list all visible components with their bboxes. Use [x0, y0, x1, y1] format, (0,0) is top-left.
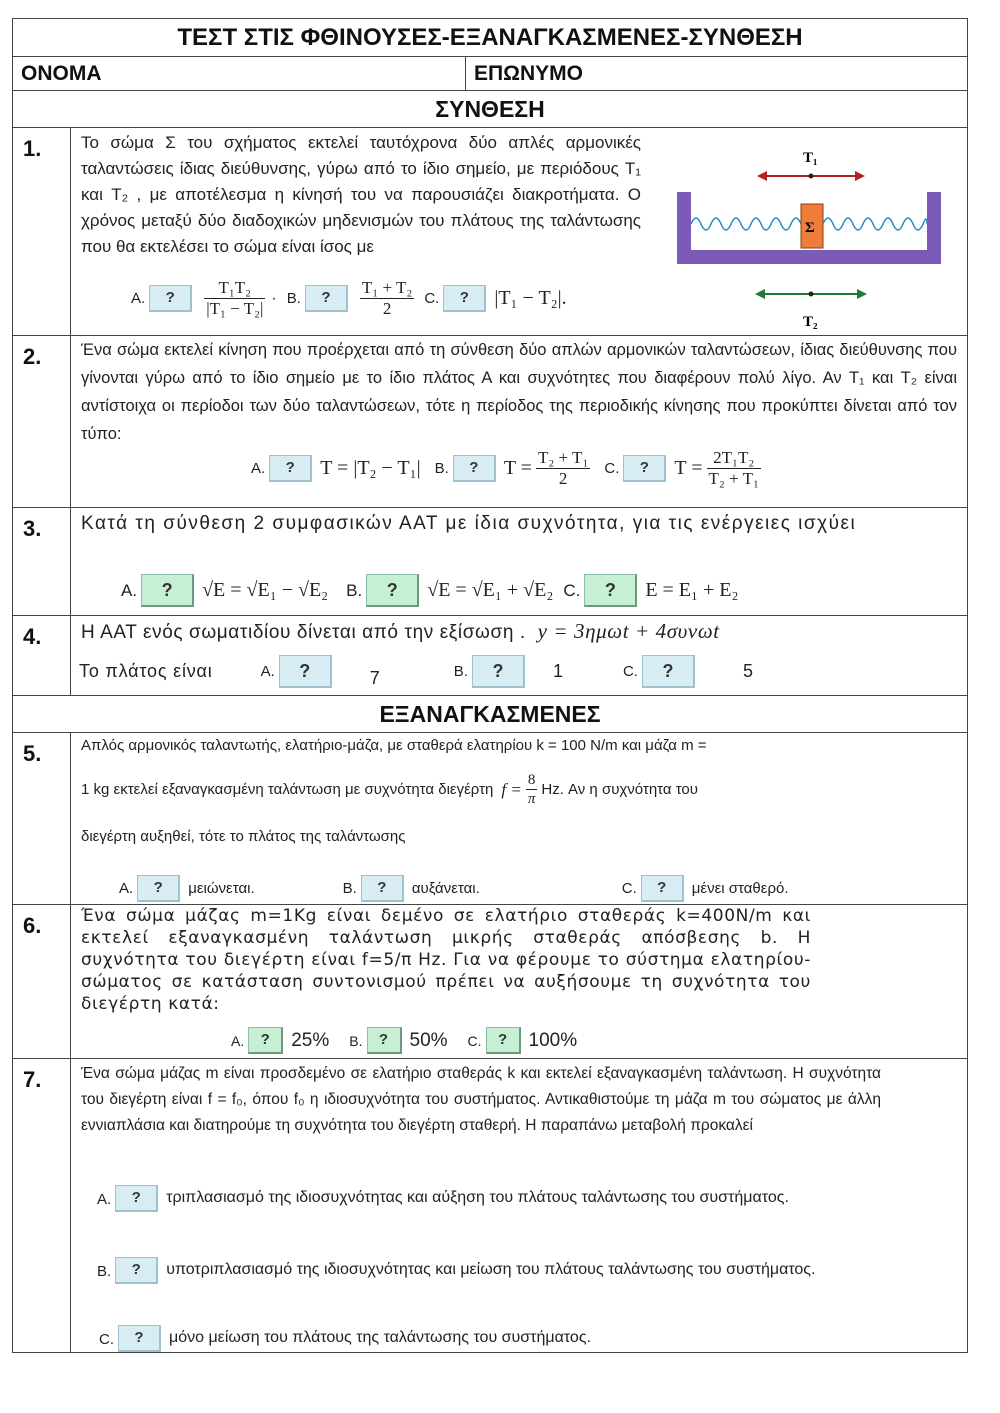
question-4-text-line — [71, 616, 967, 646]
question-5-line-1: Απλός αρμονικός ταλαντωτής, ελατήριο-μάζα, με σταθερά ελατηρίου k = 100 N/m και μάζα m = — [81, 737, 707, 754]
worksheet-title: ΤΕΣΤ ΣΤΙΣ ΦΘΙΝΟΥΣΕΣ-ΕΞΑΝΑΓΚΑΣΜΕΝΕΣ-ΣΥΝΘΕΣΗ — [13, 19, 968, 57]
option-b-label: B. — [97, 1263, 112, 1280]
section-heading-synthesis: ΣΥΝΘΕΣΗ — [13, 91, 968, 128]
option-c-label: C. — [99, 1331, 114, 1348]
option-b-label: B. — [286, 290, 301, 307]
option-a-value: 25% — [291, 1029, 330, 1051]
frequency-lhs: f = — [501, 779, 522, 799]
fraction-denominator: T₂ + T₁ — [708, 469, 759, 488]
option-c-text: μένει σταθερό. — [691, 880, 789, 897]
arrow-right-icon — [855, 171, 865, 181]
option-c-text: μόνο μείωση του πλάτους της ταλάντωσης του συστήματος. — [169, 1329, 591, 1346]
option-b-text: αυξάνεται. — [411, 880, 480, 897]
option-a-label: A. — [131, 290, 146, 307]
question-4 — [71, 616, 968, 696]
question-number-1: 1. — [13, 128, 71, 336]
fraction-denominator: 2 — [558, 469, 568, 488]
question-6-text: Ένα σώμα μάζας m=1Kg είναι δεμένο σε ελατήριο σταθεράς k=400N/m και εκτελεί εξαναγκασμένη ταλάντωση μικρής σταθεράς απόσβεσης b. Η συχνότητα του διεγέρτη είναι f=5/π Hz. Για να φέρουμε το σύστημα ελατηρίου-σώματος σε κατάσταση συντονισμού πρέπει να αυξήσουμε τη συχνότητα του διεγέρτη κατά: — [81, 906, 811, 1014]
question-7-option-c — [99, 1325, 949, 1353]
answer-box-q1-b[interactable]: ? — [305, 285, 348, 312]
answer-box-q7-a[interactable]: ? — [115, 1185, 158, 1212]
option-a-formula: √E = √E₁ − √E₂ — [202, 579, 329, 601]
option-c-label: C. — [563, 580, 581, 600]
fraction-numerator: T₁T₂ — [204, 278, 265, 299]
surname-field[interactable]: ΕΠΩΝΥΜΟ — [466, 57, 968, 91]
answer-box-q3-a[interactable]: ? — [141, 574, 194, 607]
question-1 — [71, 128, 968, 336]
fraction-numerator: 2T₁T₂ — [707, 448, 761, 469]
question-5 — [71, 733, 968, 905]
question-2-options — [251, 448, 765, 489]
question-1-options: A. ? $\frac{\text{T₁T₂}}{\text{|T₁ − T₂|}}$ · B. ? $\frac{\text{T₁ + T₂}}{2}$ C. ? |T₁ − T₂|. — [131, 278, 567, 318]
question-number-7: 7. — [13, 1059, 71, 1353]
option-b-lhs: T = — [503, 457, 532, 479]
question-7-option-a — [97, 1185, 947, 1213]
question-7-text: Ένα σώμα μάζας m είναι προσδεμένο σε ελατήριο σταθεράς k και εκτελεί εξαναγκασμένη ταλάντωση. Η συχνότητα του διεγέρτη είναι f = f₀, όπου f₀ η ιδιοσυχνότητα του συστήματος. Αντικαθιστούμε τη μάζα m του σώματος με άλλη εννιαπλάσια και διατηρούμε τη συχνότητα του διεγέρτη σταθερή. Η παραπάνω μεταβολή προκαλεί — [81, 1065, 881, 1134]
option-c-value: 100% — [528, 1029, 578, 1051]
option-a-label: A. — [260, 663, 275, 680]
fraction-numerator: 8 — [526, 771, 538, 790]
question-5-line-2b: Hz. Αν η συχνότητα του — [541, 780, 698, 798]
answer-box-q4-c[interactable]: ? — [642, 655, 695, 688]
option-b-formula: √E = √E₁ + √E₂ — [427, 579, 554, 601]
worksheet — [12, 18, 967, 1353]
answer-box-q2-a[interactable]: ? — [269, 455, 312, 482]
figure-label-t2: T₂ — [803, 314, 818, 330]
question-2-text: Ένα σώμα εκτελεί κίνηση που προέρχεται από τη σύνθεση δύο απλών αρμονικών ταλαντώσεων, ίδιας διεύθυνσης που γίνονται γύρω από το ίδιο σημείο με το ίδιο πλάτος Α και συχνότητες που διαφέρουν πολύ λίγο. Αν T₁ και T₂ είναι αντίστοιχα οι περίοδοι των δύο ταλαντώσεων, τότε η περίοδος της περιοδικής κίνησης που προκύπτει δίνεται από τον τύπο: — [81, 341, 958, 443]
option-c-value: 5 — [742, 661, 753, 681]
option-b-value: 50% — [409, 1029, 448, 1051]
answer-box-q6-b[interactable]: ? — [367, 1027, 402, 1054]
answer-box-q6-c[interactable]: ? — [486, 1027, 521, 1054]
question-4-text: Η ΑΑΤ ενός σωματιδίου δίνεται από την εξίσωση . — [81, 622, 526, 643]
option-b-label: B. — [434, 460, 449, 477]
name-field[interactable]: ΟΝΟΜΑ — [13, 57, 466, 91]
question-6 — [71, 905, 968, 1059]
question-number-4: 4. — [13, 616, 71, 696]
option-a-formula: T = |T₂ − T₁| — [320, 457, 421, 479]
question-number-3: 3. — [13, 508, 71, 616]
option-a-text: μειώνεται. — [188, 880, 255, 897]
option-b-value: 1 — [552, 661, 563, 681]
answer-box-q2-b[interactable]: ? — [453, 455, 496, 482]
question-number-2: 2. — [13, 336, 71, 508]
question-4-options — [79, 654, 753, 689]
fraction-numerator: T₂ + T₁ — [537, 448, 589, 467]
option-b-label: B. — [342, 880, 357, 897]
fraction-denominator: π — [527, 791, 536, 807]
answer-box-q1-a[interactable]: ? — [149, 285, 192, 312]
question-3-options — [121, 574, 738, 607]
arrow-left-icon — [757, 171, 767, 181]
question-4-equation: y = 3ημωt + 4συνωt — [537, 619, 720, 643]
answer-box-q4-b[interactable]: ? — [472, 655, 525, 688]
option-c-label: C. — [424, 290, 440, 307]
option-c-label: C. — [622, 663, 638, 680]
answer-box-q5-a[interactable]: ? — [137, 875, 180, 902]
arrow-right-icon — [857, 289, 867, 299]
question-3-text: Κατά τη σύνθεση 2 συμφασικών ΑΑΤ με ίδια συχνότητα, για τις ενέργειες ισχύει — [81, 513, 857, 534]
question-number-6: 6. — [13, 905, 71, 1059]
question-6-options — [231, 1027, 577, 1054]
question-5-line-2 — [71, 769, 967, 808]
option-c-label: C. — [604, 460, 620, 477]
option-a-label: A. — [121, 580, 138, 600]
option-a-label: A. — [119, 880, 134, 897]
option-c-formula: |T₁ − T₂|. — [494, 287, 567, 309]
section-heading-forced: ΕΞΑΝΑΓΚΑΣΜΕΝΕΣ — [13, 696, 968, 733]
option-c-label: C. — [621, 880, 637, 897]
question-number-5: 5. — [13, 733, 71, 905]
fraction-denominator: |T₁ − T₂| — [206, 299, 264, 318]
answer-box-q7-c[interactable]: ? — [118, 1325, 161, 1352]
question-4-prompt: Το πλάτος είναι — [79, 661, 213, 681]
option-c-formula: E = E₁ + E₂ — [645, 579, 739, 601]
option-c-label: C. — [467, 1032, 482, 1049]
fraction-numerator: T₁ + T₂ — [361, 278, 413, 297]
body-sigma-label: Σ — [805, 220, 815, 236]
answer-box-q1-c[interactable]: ? — [443, 285, 486, 312]
option-b-label: B. — [346, 580, 363, 600]
option-c-lhs: T = — [674, 457, 703, 479]
spring-right — [823, 218, 927, 230]
question-2 — [71, 336, 968, 508]
option-b-text: υποτριπλασιασμό της ιδιοσυχνότητας και μείωση του πλάτους ταλάντωσης του συστήματος. — [166, 1261, 816, 1278]
option-b-label: B. — [453, 663, 468, 680]
question-7-option-b — [97, 1257, 947, 1285]
option-a-text: τριπλασιασμό της ιδιοσυχνότητας και αύξηση του πλάτους ταλάντωσης του συστήματος. — [166, 1189, 789, 1206]
question-3 — [71, 508, 968, 616]
question-7 — [71, 1059, 968, 1353]
spring-system-figure — [671, 134, 941, 334]
answer-box-q6-a[interactable]: ? — [248, 1027, 283, 1054]
option-a-label: A. — [97, 1191, 112, 1208]
worksheet-table — [12, 18, 968, 1353]
figure-label-t1: T₁ — [803, 150, 818, 166]
option-a-value: 7 — [369, 668, 380, 688]
answer-box-q3-c[interactable]: ? — [584, 574, 637, 607]
answer-box-q5-b[interactable]: ? — [361, 875, 404, 902]
question-5-line-3: διεγέρτη αυξηθεί, τότε το πλάτος της ταλάντωσης — [81, 828, 406, 845]
arrow-left-icon — [755, 289, 765, 299]
fraction-denominator: 2 — [382, 299, 392, 318]
answer-box-q2-c[interactable]: ? — [623, 455, 666, 482]
question-5-options — [119, 875, 789, 902]
question-5-line-2a: 1 kg εκτελεί εξαναγκασμένη ταλάντωση με συχνότητα διεγέρτη — [81, 780, 494, 798]
answer-box-q7-b[interactable]: ? — [115, 1257, 158, 1284]
answer-box-q3-b[interactable]: ? — [366, 574, 419, 607]
answer-box-q5-c[interactable]: ? — [641, 875, 684, 902]
option-a-label: A. — [251, 460, 266, 477]
answer-box-q4-a[interactable]: ? — [279, 655, 332, 688]
option-a-label: A. — [231, 1032, 245, 1049]
spring-left — [691, 218, 801, 230]
option-b-label: B. — [349, 1032, 363, 1049]
question-1-text: Το σώμα Σ του σχήματος εκτελεί ταυτόχρονα δύο απλές αρμονικές ταλαντώσεις ίδιας διεύθυνσης, γύρω από το ίδιο σημείο, με περιόδους T₁ και T₂ , με αποτέλεσμα η κίνησή του να παρουσιάζει διακροτήματα. Ο χρόνος μεταξύ δύο διαδοχικών μηδενισμών του πλάτους της ταλάντωσης που θα εκτελέσει το σώμα είναι ίσος με — [81, 133, 641, 256]
